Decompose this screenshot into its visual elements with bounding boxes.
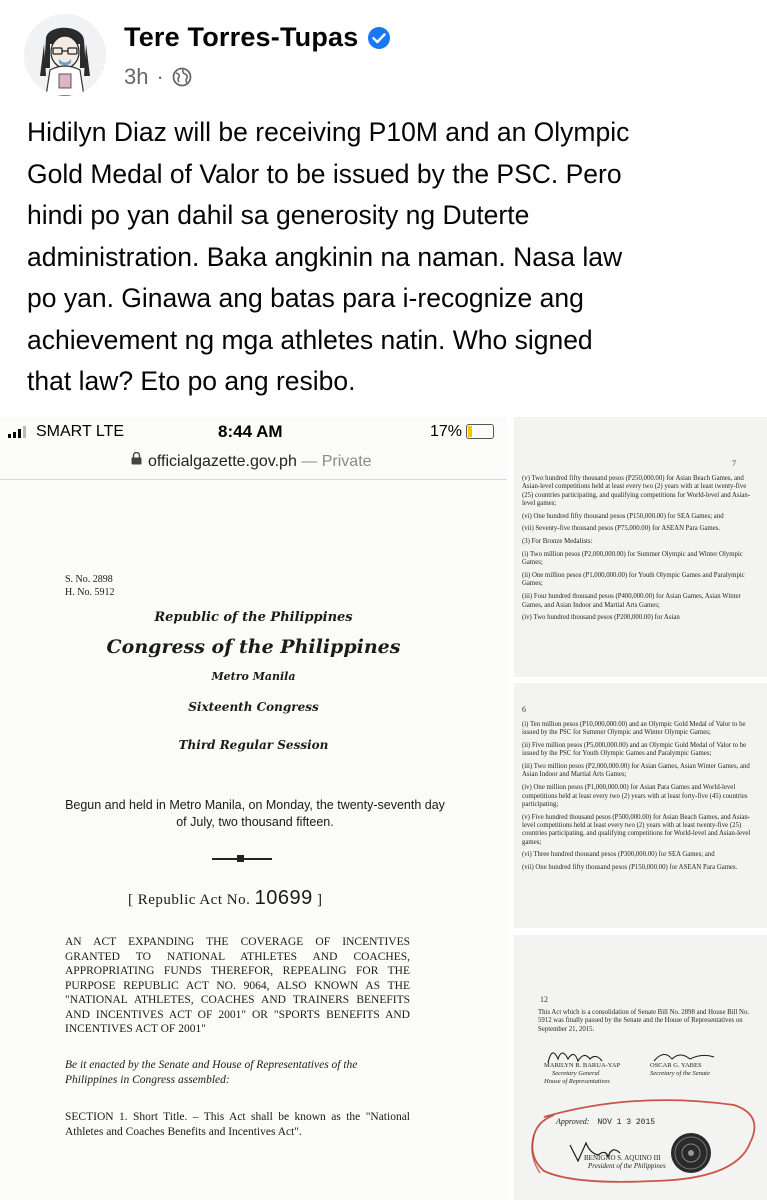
page-7-paragraph: (3) For Bronze Medalists: [522,538,593,546]
url-bar[interactable] [0,447,507,477]
approved-date: NOV 1 3 2015 [597,1118,656,1127]
signatory-title: Secretary of the Senate [650,1070,710,1077]
house-bill-number: H. No. 5912 [65,587,115,598]
meta-separator: · [156,64,164,89]
photo-page-6[interactable] [514,683,767,928]
congress-number-heading: Sixteenth Congress [188,700,319,714]
begun-statement: Begun and held in Metro Manila, on Monday, the twenty-seventh day of July, two thousand fifteen. [65,798,445,829]
signatory-office: House of Representatives [544,1078,610,1085]
page-7-paragraph: (vii) Seventy-five thousand pesos (P75,000.00) for ASEAN Para Games. [522,525,721,533]
page-7-text [522,475,754,627]
senate-bill-number: S. No. 2898 [65,574,113,585]
page-12-text: This Act which is a consolidation of Senate Bill No. 2898 and House Bill No. 5912 was finally passed by the Senate and the House of Representatives on September 21, 2015. [538,1009,750,1033]
author-name[interactable]: Tere Torres-Tupas [124,22,359,52]
battery-fill [468,426,472,437]
signatory-name: OSCAR G. YABES [650,1062,702,1069]
page-6-paragraph: (vi) Three hundred thousand pesos (P300,000.00) for SEA Games; and [522,851,715,859]
page-6-paragraph: (ii) Five million pesos (P5,000,000.00) and an Olympic Gold Medal of Valor to be issued by the PSC for Youth Olympic Games and Paralympic Games; [522,742,747,758]
divider [0,479,507,480]
ornament-diamond [237,855,244,862]
page-7-paragraph: (v) Two hundred fifty thousand pesos (P250,000.00) for Asian Beach Games, and Asian-level competitions held at least every two (2) years with at least twenty-five (25) countries participating, and qualifying competitions for World-level and Asian-level games; [522,475,751,507]
author-name-row[interactable] [124,22,391,53]
ra-label: [ Republic Act No. [128,892,251,908]
page-6-paragraph: (i) Ten million pesos (P10,000,000.00) and an Olympic Gold Medal of Valor to be issued by the PSC for Summer Olympic and Winter Olympic Games; [522,721,746,737]
session-heading: Third Regular Session [178,738,329,752]
bill-numbers [65,573,114,599]
post-text-line: administration. Baka angkinin na naman. Nasa law [27,241,623,272]
page-6-paragraph: (v) Five hundred thousand pesos (P500,000.00) for Asian Beach Games, and Asian-level competitions held at least every two (2) years with at least twenty-five (25) countries participating, and qualifying competitions for World-level and Asian-level games; [522,813,751,846]
ra-close: ] [316,892,323,908]
post-text-line: Hidilyn Diaz will be receiving P10M and an Olympic [27,117,630,147]
signature-block-yap [544,1062,620,1086]
republic-act-number [128,887,322,910]
post-header [24,14,744,94]
enacting-clause: Be it enacted by the Senate and House of Representatives of the Philippines in Congress assembled: [65,1059,358,1086]
metro-heading: Metro Manila [211,670,296,683]
signature-block-yabes [650,1062,710,1078]
post-text-line: Gold Medal of Valor to be issued by the PSC. Pero [27,158,622,189]
signal-bars-icon [8,425,32,443]
photo-page-12-signatures[interactable] [514,935,767,1200]
phone-status-bar [0,417,507,447]
post-text [27,112,747,403]
red-annotation-circle [514,1095,767,1200]
president-name: BENIGNO S. AQUINO III [584,1154,661,1162]
verified-badge-icon [367,26,391,50]
page-6-text [522,721,754,877]
lock-icon [131,452,142,468]
page-6-paragraph: (vii) One hundred fifty thousand pesos (P150,000.00) for ASEAN Para Games. [522,864,738,872]
president-title: President of the Philippines [588,1162,666,1170]
battery-percent: 17% [430,423,463,440]
republic-heading: Republic of the Philippines [154,610,353,625]
signatory-title: Secretary General [552,1070,600,1077]
post-text-line: achievement ng mga athletes natin. Who signed [27,324,593,355]
post-text-line: hindi po yan dahil sa generosity ng Duterte [27,200,530,230]
page-6-paragraph: (iv) One million pesos (P1,000,000.00) for Asian Para Games and World-level competitions held at least every two (2) years with at least forty-five (45) countries participating; [522,784,748,808]
url-private-label: — Private [296,453,372,470]
post-text-line: po yan. Ginawa ang batas para i-recognize ang [27,283,584,313]
ra-number: 10699 [254,887,313,909]
url-text: officialgazette.gov.ph [148,453,297,470]
page-number: 6 [522,705,526,714]
phone-time: 8:44 AM [218,422,283,441]
photo-page-7[interactable] [514,417,767,677]
act-title: AN ACT EXPANDING THE COVERAGE OF INCENTIVES GRANTED TO NATIONAL ATHLETES AND COACHES, APPROPRIATING FUNDS THEREFOR, REPEALING FOR THE PURPOSE REPUBLIC ACT NO. 9064, ALSO KNOWN AS THE "NATIONAL ATHLETES, COACHES AND TRAINERS BENEFITS AND INCENTIVES ACT OF 2001" OR "SPORTS BENEFITS AND INCENTIVES ACT OF 2001" [65,936,410,1035]
page-7-paragraph: (iv) Two hundred thousand pesos (P200,000.00) for Asian [522,614,680,622]
page-7-paragraph: (i) Two million pesos (P2,000,000.00) for Summer Olympic and Winter Olympic Games; [522,551,743,567]
congress-heading: Congress of the Philippines [106,636,401,658]
battery-icon [466,424,494,439]
page-number: 7 [732,459,736,468]
page-6-paragraph: (iii) Two million pesos (P2,000,000.00) for Asian Games, Asian Winter Games, and Asian Indoor and Martial Arts Games; [522,763,750,779]
post-time[interactable]: 3h [124,64,149,89]
avatar[interactable] [24,14,106,96]
post-meta [124,64,192,90]
page-7-paragraph: (ii) One million pesos (P1,000,000.00) for Youth Olympic Games and Paralympic Games; [522,572,745,588]
post-text-line: that law? Eto po ang resibo. [27,366,356,396]
globe-icon[interactable] [172,67,192,87]
section-one: SECTION 1. Short Title. – This Act shall be known as the "National Athletes and Coaches Benefits and Incentives Act". [65,1111,410,1138]
carrier-label: SMART LTE [36,423,125,440]
approved-label: Approved: [556,1117,590,1126]
page-number: 12 [540,995,548,1004]
page-7-paragraph: (vi) One hundred fifty thousand pesos (P150,000.00) for SEA Games; and [522,512,724,520]
signatory-name: MARILYN B. BARUA-YAP [544,1062,621,1069]
page-7-paragraph: (iii) Four hundred thousand pesos (P400,000.00) for Asian Games, Asian Winter Games, and Asian Indoor and Martial Arts Games; [522,593,741,609]
